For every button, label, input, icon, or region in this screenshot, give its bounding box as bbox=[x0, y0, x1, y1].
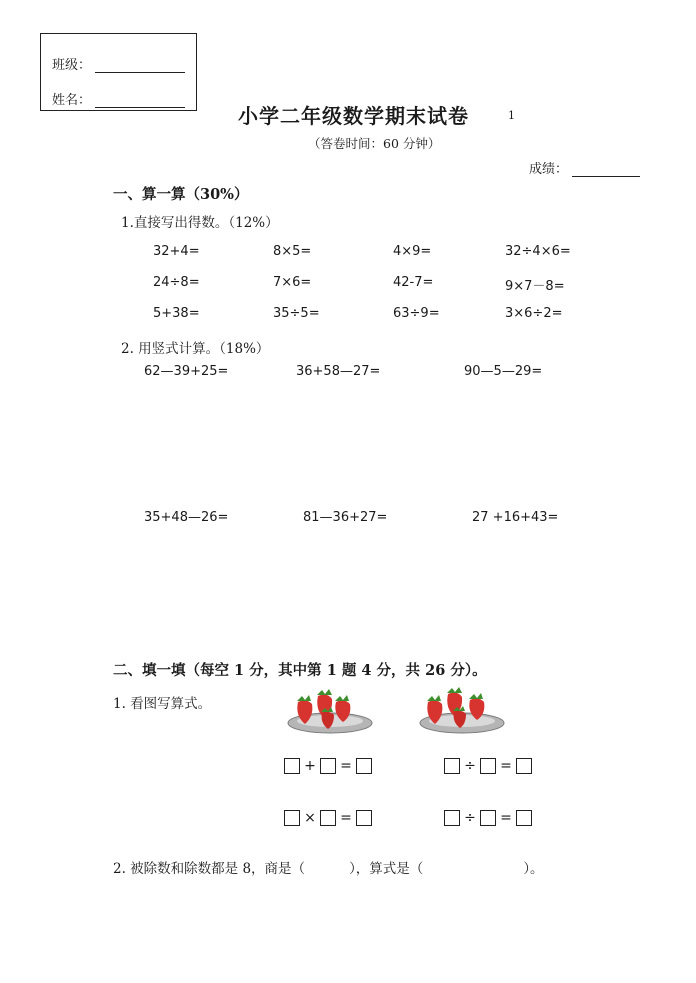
name-label: 姓名： bbox=[52, 93, 92, 108]
s2-q2-line bbox=[113, 857, 544, 877]
vertical-calc-item: 62—39+25= bbox=[144, 364, 229, 379]
vertical-calc-item: 36+58—27= bbox=[296, 364, 381, 379]
strawberry-plate-image bbox=[416, 686, 506, 736]
s2-q2-text-c: ）。 bbox=[523, 861, 544, 877]
section2-heading: 二、填一填（每空 1 分，其中第 1 题 4 分，共 26 分）。 bbox=[113, 662, 487, 679]
operator: = bbox=[500, 758, 512, 774]
operator: ÷ bbox=[464, 758, 476, 774]
s2-q1-heading: 1. 看图写算式。 bbox=[113, 696, 212, 712]
q2-heading: 2. 用竖式计算。（18%） bbox=[121, 341, 270, 357]
operator: + bbox=[304, 758, 316, 774]
answer-box[interactable] bbox=[284, 810, 300, 826]
answer-box[interactable] bbox=[480, 810, 496, 826]
operator: ÷ bbox=[464, 810, 476, 826]
name-blank[interactable] bbox=[95, 93, 185, 108]
class-blank[interactable] bbox=[95, 58, 185, 73]
strawberry-plate-image bbox=[284, 686, 374, 736]
exam-time: （答卷时间：60 分钟） bbox=[308, 136, 441, 151]
oral-calc-item: 63÷9= bbox=[393, 306, 440, 321]
answer-box[interactable] bbox=[516, 810, 532, 826]
equation-divide-2 bbox=[444, 810, 532, 826]
oral-calc-item: 32÷4×6= bbox=[505, 244, 571, 259]
vertical-calc-item: 35+48—26= bbox=[144, 510, 229, 525]
equation-divide bbox=[444, 758, 532, 774]
oral-calc-item: 35÷5= bbox=[273, 306, 320, 321]
oral-calc-item: 7×6= bbox=[273, 275, 312, 290]
operator: × bbox=[304, 810, 316, 826]
oral-calc-item: 42-7= bbox=[393, 275, 434, 290]
score-blank[interactable] bbox=[572, 162, 640, 177]
class-row bbox=[52, 54, 185, 73]
vertical-calc-item: 81—36+27= bbox=[303, 510, 388, 525]
answer-box[interactable] bbox=[284, 758, 300, 774]
oral-calc-item: 32+4= bbox=[153, 244, 200, 259]
answer-box[interactable] bbox=[444, 810, 460, 826]
name-row bbox=[52, 89, 185, 108]
student-info-box bbox=[40, 33, 197, 111]
s2-q2-text-a: 2. 被除数和除数都是 8，商是（ bbox=[113, 861, 306, 877]
answer-box[interactable] bbox=[480, 758, 496, 774]
operator: = bbox=[340, 758, 352, 774]
oral-calc-item: 24÷8= bbox=[153, 275, 200, 290]
oral-calc-item: 5+38= bbox=[153, 306, 200, 321]
vertical-calc-item: 27 +16+43= bbox=[472, 510, 559, 525]
class-label: 班级： bbox=[52, 58, 92, 73]
section1-heading: 一、算一算（30%） bbox=[113, 186, 249, 203]
answer-box[interactable] bbox=[320, 810, 336, 826]
score-row bbox=[529, 158, 640, 177]
oral-calc-item: 8×5= bbox=[273, 244, 312, 259]
answer-box[interactable] bbox=[444, 758, 460, 774]
answer-box[interactable] bbox=[356, 810, 372, 826]
q1-heading: 1.直接写出得数。（12%） bbox=[121, 215, 279, 231]
vertical-calc-item: 90—5—29= bbox=[464, 364, 543, 379]
score-label: 成绩： bbox=[529, 162, 569, 177]
answer-box[interactable] bbox=[356, 758, 372, 774]
operator: = bbox=[500, 810, 512, 826]
equation-add bbox=[284, 758, 372, 774]
oral-calc-item: 4×9= bbox=[393, 244, 432, 259]
oral-calc-item: 9×7－8= bbox=[505, 279, 565, 294]
s2-q2-text-b: ），算式是（ bbox=[349, 861, 424, 877]
answer-box[interactable] bbox=[516, 758, 532, 774]
equation-multiply bbox=[284, 810, 372, 826]
answer-box[interactable] bbox=[320, 758, 336, 774]
page-title: 小学二年级数学期末试卷 bbox=[238, 104, 469, 128]
oral-calc-item: 3×6÷2= bbox=[505, 306, 563, 321]
operator: = bbox=[340, 810, 352, 826]
title-index: 1 bbox=[508, 109, 515, 122]
